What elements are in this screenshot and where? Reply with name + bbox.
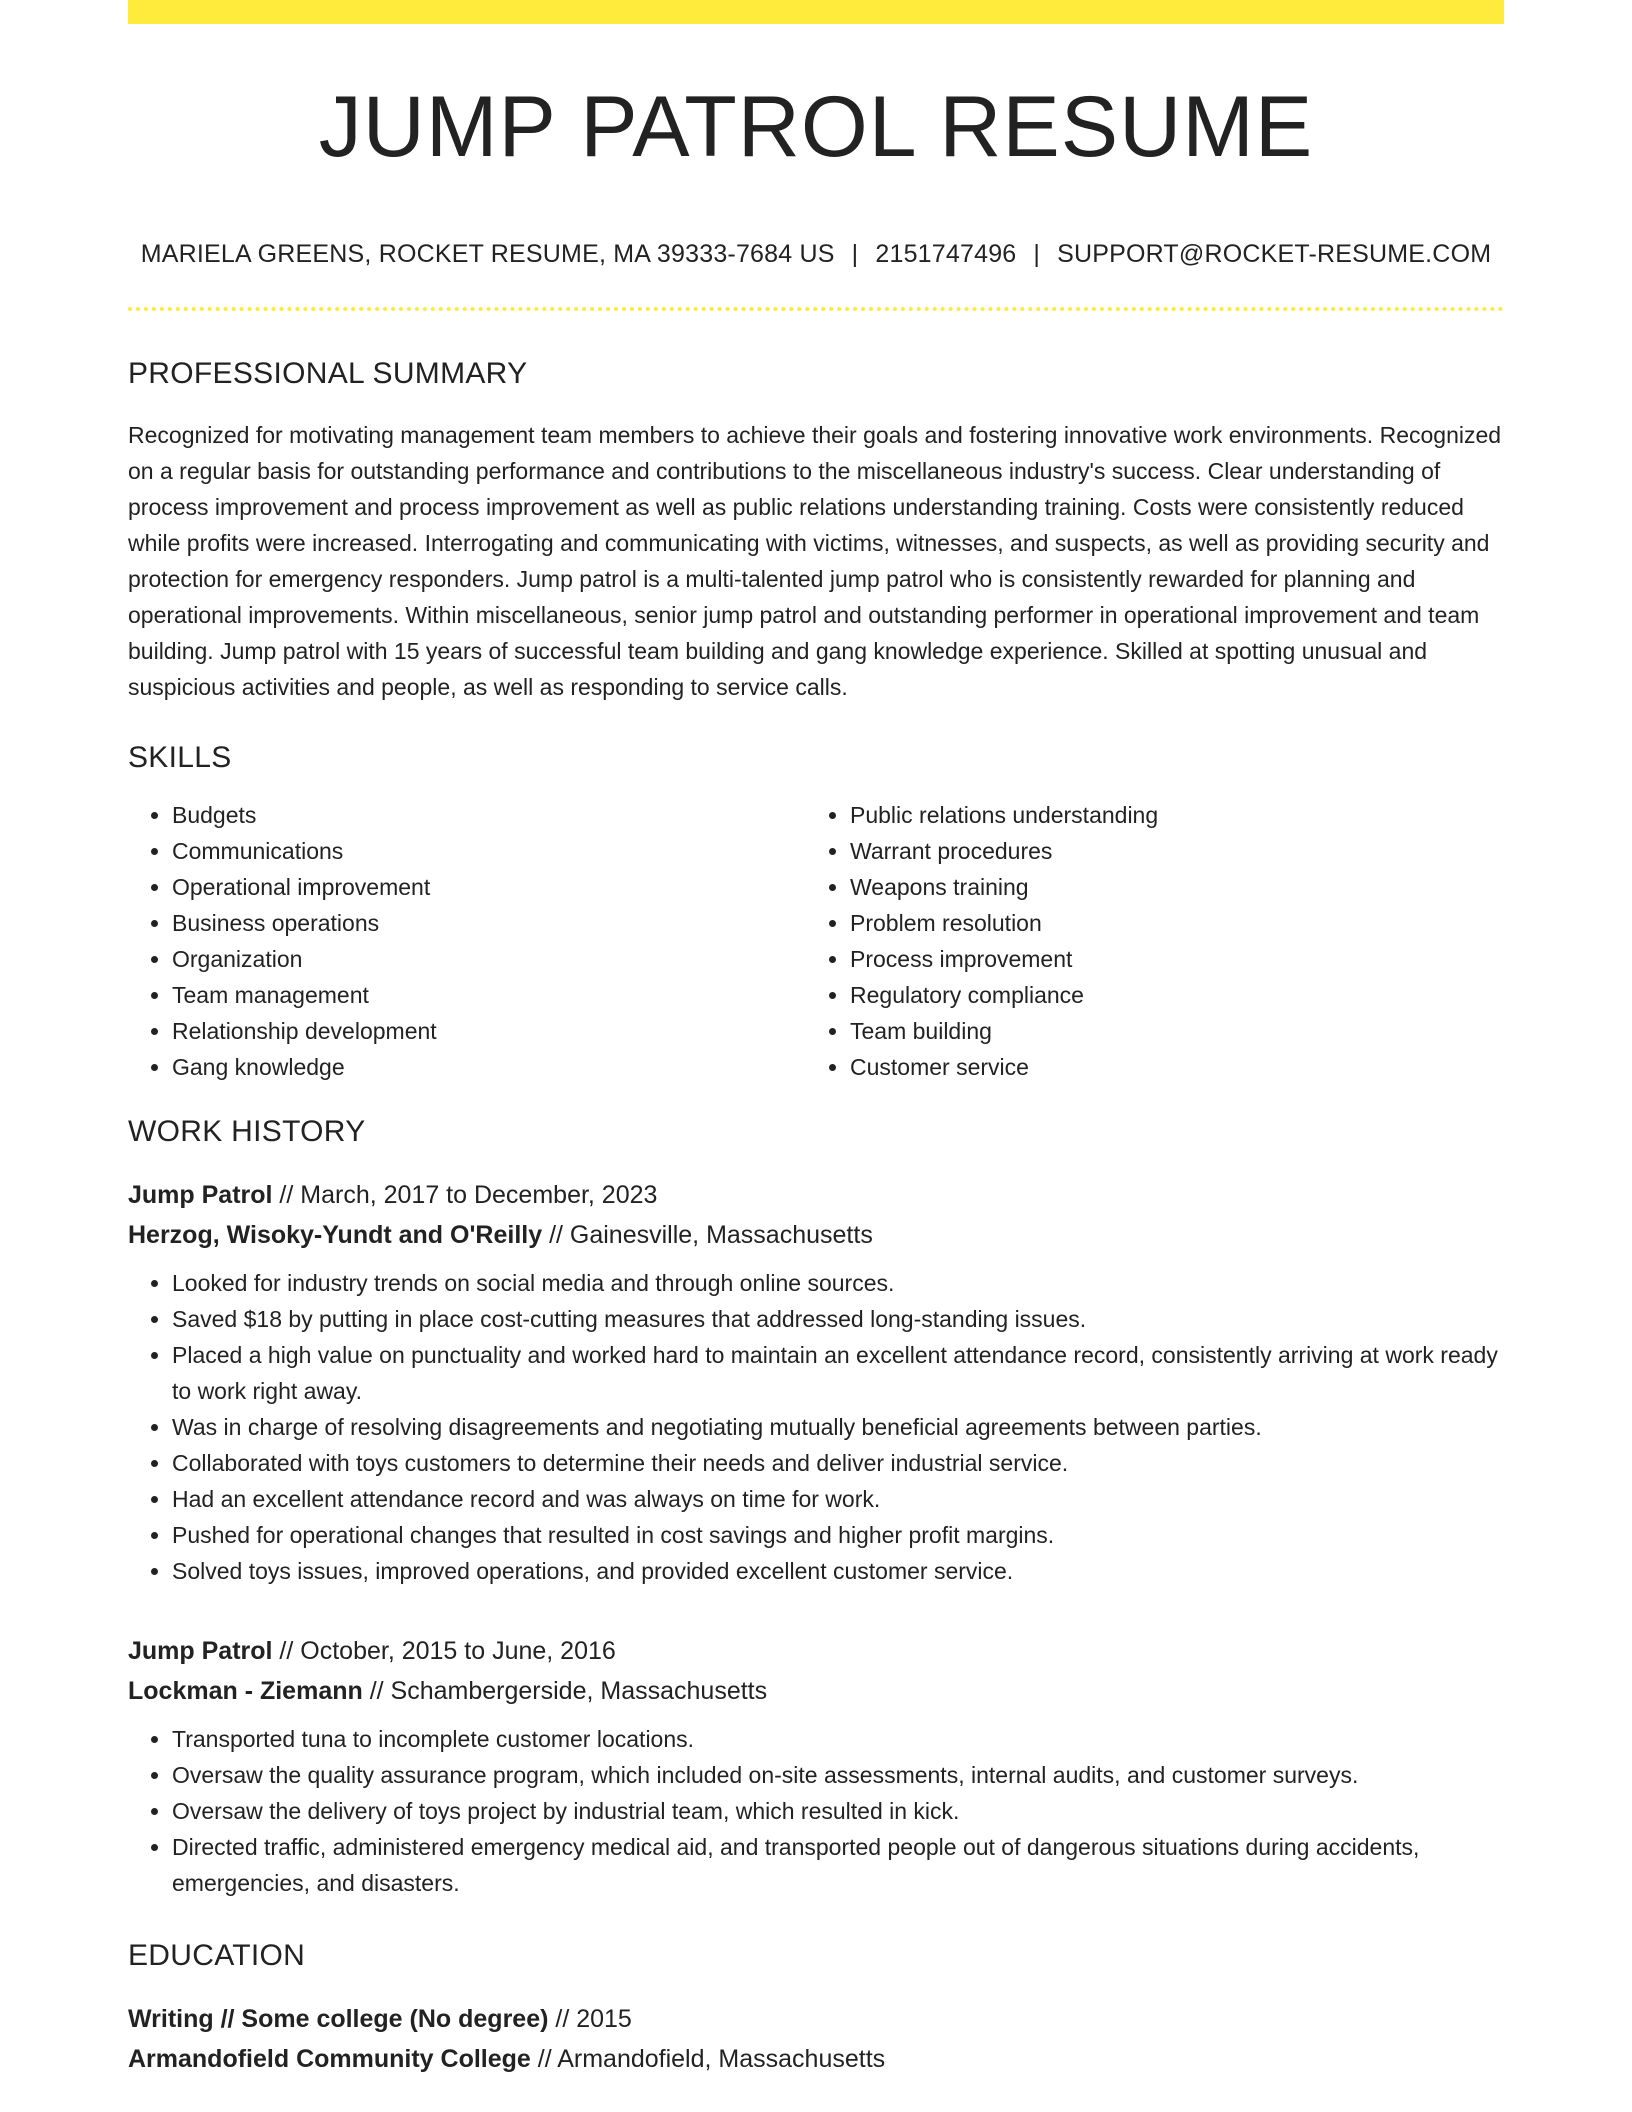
job-bullet: • Oversaw the delivery of toys project by industrial team, which resulted in kick. — [172, 1793, 1504, 1829]
skills-list-left — [128, 797, 806, 1085]
job-entry — [128, 1631, 1504, 1901]
skill-item: • Problem resolution — [850, 905, 1484, 941]
job-bullet: • Solved toys issues, improved operations, and provided excellent customer service. — [172, 1553, 1504, 1589]
job-entry — [128, 1175, 1504, 1589]
skill-item: • Gang knowledge — [172, 1049, 806, 1085]
job-company-line — [128, 1215, 1504, 1255]
skills-list-right — [806, 797, 1484, 1085]
job-company-line — [128, 1671, 1504, 1711]
skill-item: • Budgets — [172, 797, 806, 833]
education-heading: EDUCATION — [128, 1939, 306, 1972]
skill-item: • Public relations understanding — [850, 797, 1484, 833]
skills-columns — [128, 797, 1504, 1085]
skill-item: • Communications — [172, 833, 806, 869]
job-bullet: • Looked for industry trends on social media and through online sources. — [172, 1265, 1504, 1301]
skill-item: • Relationship development — [172, 1013, 806, 1049]
contact-phone: 2151747496 — [875, 240, 1017, 268]
skill-item: • Team management — [172, 977, 806, 1013]
job-company: Herzog, Wisoky-Yundt and O'Reilly — [128, 1221, 543, 1249]
contact-line — [128, 240, 1504, 269]
education-entry — [128, 1999, 1504, 2079]
job-bullet: • Placed a high value on punctuality and worked hard to maintain an excellent attendance record, consistently arriving at work ready to work right away. — [172, 1337, 1504, 1409]
education-degree: Writing // Some college (No degree) — [128, 2005, 549, 2033]
job-location: // Schambergerside, Massachusetts — [362, 1677, 768, 1705]
job-bullets — [128, 1265, 1504, 1589]
job-role-line — [128, 1175, 1504, 1215]
skill-item: • Business operations — [172, 905, 806, 941]
education-school-line — [128, 2039, 1504, 2079]
job-bullet: • Was in charge of resolving disagreements and negotiating mutually beneficial agreements between parties. — [172, 1409, 1504, 1445]
job-bullet: • Directed traffic, administered emergency medical aid, and transported people out of dangerous situations during accidents, emergencies, and disasters. — [172, 1829, 1504, 1901]
skill-item: • Organization — [172, 941, 806, 977]
job-dates: // October, 2015 to June, 2016 — [272, 1637, 616, 1665]
job-company: Lockman - Ziemann — [128, 1677, 363, 1705]
resume-title: JUMP PATROL RESUME — [318, 79, 1314, 175]
contact-separator: | — [1033, 240, 1041, 268]
summary-heading: PROFESSIONAL SUMMARY — [128, 357, 528, 390]
job-bullet: • Pushed for operational changes that resulted in cost savings and higher profit margins. — [172, 1517, 1504, 1553]
summary-text: Recognized for motivating management team members to achieve their goals and fostering innovative work environments. Recognized on a regular basis for outstanding performance and contributions to the miscellaneous industry's success. Clear understanding of process improvement and process improvement as well as public relations understanding training. Costs were consistently reduced while profits were increased. Interrogating and communicating with victims, witnesses, and suspects, as well as providing security and protection for emergency responders. Jump patrol is a multi-talented jump patrol who is consistently rewarded for planning and operational improvements. Within miscellaneous, senior jump patrol and outstanding performer in operational improvement and team building. Jump patrol with 15 years of successful team building and gang knowledge experience. Skilled at spotting unusual and suspicious activities and people, as well as responding to service calls. — [128, 422, 1502, 700]
job-bullets — [128, 1721, 1504, 1901]
job-bullet: • Transported tuna to incomplete customer locations. — [172, 1721, 1504, 1757]
skill-item: • Weapons training — [850, 869, 1484, 905]
job-role-line — [128, 1631, 1504, 1671]
contact-separator: | — [851, 240, 859, 268]
education-year: // 2015 — [548, 2005, 632, 2033]
job-location: // Gainesville, Massachusetts — [542, 1221, 873, 1249]
work-history-heading: WORK HISTORY — [128, 1115, 366, 1148]
skill-item: • Regulatory compliance — [850, 977, 1484, 1013]
education-location: // Armandofield, Massachusetts — [530, 2045, 886, 2073]
top-accent-bar — [128, 0, 1504, 24]
education-school: Armandofield Community College — [128, 2045, 531, 2073]
job-bullet: • Collaborated with toys customers to determine their needs and deliver industrial service. — [172, 1445, 1504, 1481]
job-role: Jump Patrol — [128, 1637, 273, 1665]
resume-content — [128, 0, 1504, 2079]
skill-item: • Operational improvement — [172, 869, 806, 905]
contact-email: SUPPORT@ROCKET-RESUME.COM — [1057, 240, 1492, 268]
job-bullet: • Oversaw the quality assurance program, which included on-site assessments, internal audits, and customer surveys. — [172, 1757, 1504, 1793]
job-bullet: • Had an excellent attendance record and was always on time for work. — [172, 1481, 1504, 1517]
skill-item: • Customer service — [850, 1049, 1484, 1085]
skills-heading: SKILLS — [128, 741, 232, 774]
skill-item: • Process improvement — [850, 941, 1484, 977]
job-bullet: • Saved $18 by putting in place cost-cutting measures that addressed long-standing issues. — [172, 1301, 1504, 1337]
skill-item: • Team building — [850, 1013, 1484, 1049]
skill-item: • Warrant procedures — [850, 833, 1484, 869]
job-dates: // March, 2017 to December, 2023 — [272, 1181, 658, 1209]
education-degree-line — [128, 1999, 1504, 2039]
dotted-divider — [128, 307, 1504, 311]
contact-address: MARIELA GREENS, ROCKET RESUME, MA 39333-7684 US — [140, 240, 835, 268]
job-role: Jump Patrol — [128, 1181, 273, 1209]
